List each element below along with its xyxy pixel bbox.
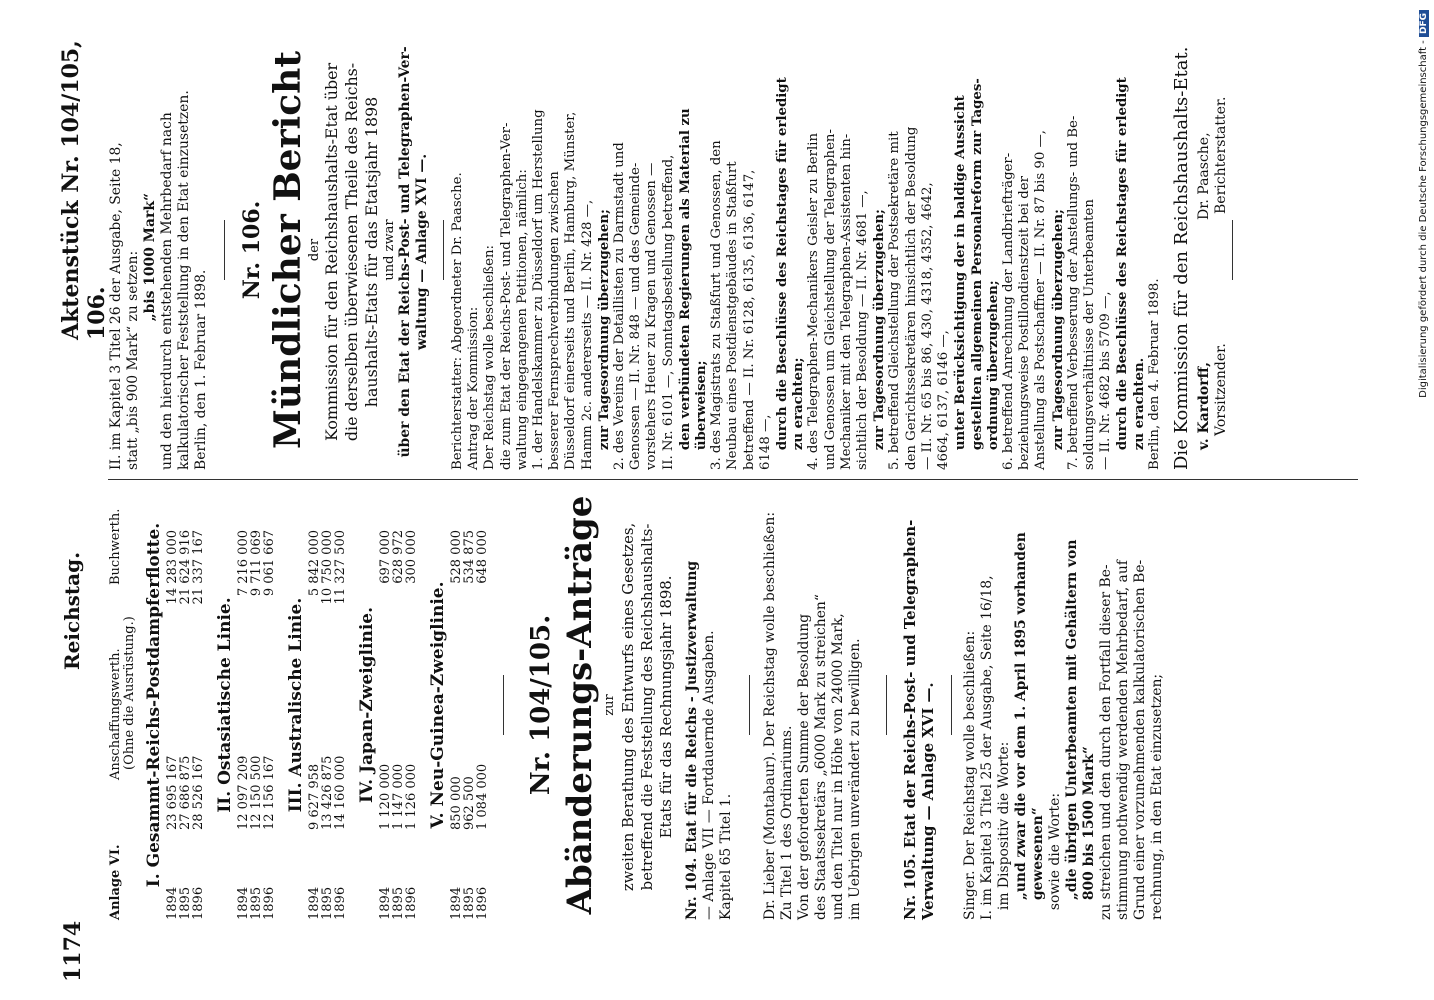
text-line: betreffend — II. Nr. 6128, 6135, 6136, 6147, xyxy=(741,169,757,470)
text-line: 6148 —, xyxy=(757,414,773,470)
header-reichstag: Reichstag. xyxy=(60,551,84,670)
year-cell: 1894 xyxy=(378,886,393,920)
anschaffung-cell: 962 500 xyxy=(462,776,477,830)
divider xyxy=(951,675,952,735)
text-line: Hamm 2c. andererseits — II. Nr. 428 —, xyxy=(579,199,595,470)
text-line: überweisen; xyxy=(693,360,710,451)
aenderungs-antraege-title: Abänderungs-Anträge xyxy=(560,495,600,915)
text-line: „bis 1000 Mark“ xyxy=(142,193,158,322)
etat-text xyxy=(397,30,431,470)
text-line: 6. betreffend Anrechnung der Landbriefträger- xyxy=(1000,152,1016,470)
text-line: kalkulatorischer Feststellung in den Etat einzusetzen. xyxy=(176,90,192,470)
year-cell: 1895 xyxy=(391,886,406,920)
text-line: betreffend die Feststellung des Reichshaushalts- xyxy=(638,523,656,891)
text-line: im Uebrigen unverändert zu bewilligen. xyxy=(847,638,863,920)
buchwerth-cell: 9 711 069 xyxy=(249,530,264,597)
divider xyxy=(886,675,887,735)
anschaffung-cell: 23 695 167 xyxy=(165,755,180,830)
page-number: 1174 xyxy=(60,920,86,982)
text-line: stimmung nothwendig werdenden Mehrbedarf, auf xyxy=(1115,560,1131,920)
section-title: V. Neu-Guinea-Zweiglinie. xyxy=(428,581,448,829)
year-cell: 1896 xyxy=(191,886,206,920)
buchwerth-cell: 648 000 xyxy=(475,530,490,584)
col2-top-text xyxy=(108,30,210,470)
text-line: 3. des Magistrats zu Staßfurt und Genossen, den xyxy=(709,140,725,470)
signature-berichterstatter: Berichterstatter. xyxy=(1212,96,1229,214)
nr106-title: Nr. 106. xyxy=(239,200,265,300)
text-line: Dr. Lieber (Montabaur). Der Reichstag wolle beschließen: xyxy=(762,511,778,920)
text-line: — II. Nr. 4682 bis 5709 —, xyxy=(1098,291,1114,470)
buchwerth-cell: 11 327 500 xyxy=(333,530,348,605)
text-line: zweiten Berathung des Entwurfs eines Gesetzes, xyxy=(619,522,637,892)
year-cell: 1894 xyxy=(449,886,464,920)
divider xyxy=(224,220,225,280)
table-row xyxy=(334,490,347,920)
buchwerth-cell: 5 842 000 xyxy=(307,530,322,597)
buchwerth-cell: 300 000 xyxy=(404,530,419,584)
signature-kardorff: v. Kardorff, xyxy=(1195,362,1212,450)
text-line: durch die Beschlüsse des Reichstages für erledigt xyxy=(1114,77,1131,451)
text-line: Mechaniker mit den Telegraphen-Assistenten hin- xyxy=(838,133,854,470)
buchwerth-cell: 21 624 916 xyxy=(178,530,193,605)
year-cell: 1895 xyxy=(320,886,335,920)
year-cell: 1895 xyxy=(249,886,264,920)
anschaffung-cell: 27 686 875 xyxy=(178,755,193,830)
anschaffung-cell: 850 000 xyxy=(449,776,464,830)
intro-text xyxy=(619,490,676,920)
text-line: die derselben überwiesenen Theile des Reichs- xyxy=(342,62,361,442)
column-left xyxy=(108,490,1166,920)
text-line: vorstehers Heuer zu Kragen und Genossen — xyxy=(644,162,660,470)
signature-vorsitzender: Vorsitzender. xyxy=(1212,343,1229,436)
text-line: Von der geforderten Summe der Besoldung xyxy=(796,613,812,920)
divider xyxy=(443,220,444,280)
und-zwar-label: und zwar xyxy=(382,219,397,281)
table-row xyxy=(405,490,418,920)
text-line: zur Tagesordnung überzugehen; xyxy=(871,209,888,451)
text-line: II. im Kapitel 3 Titel 26 der Ausgabe, Seite 18, xyxy=(108,142,124,470)
text-line: 4. des Telegraphen-Mechanikers Geisler zu Berlin xyxy=(806,132,822,470)
text-line: zu erachten. xyxy=(1130,357,1147,451)
column-right xyxy=(108,30,1233,470)
text-line: haushalts-Etats für das Etatsjahr 1898 xyxy=(362,96,381,408)
text-line: Der Reichstag wolle beschließen: xyxy=(482,244,498,470)
nr104-text xyxy=(684,490,735,920)
col-head-buchwerth: Buchwerth. xyxy=(108,508,123,585)
col-head-anschaffung: Anschaffungswerth. xyxy=(108,648,123,780)
nr105-text xyxy=(901,490,937,920)
anschaffung-cell: 12 156 167 xyxy=(262,755,277,830)
buchwerth-cell: 528 000 xyxy=(449,530,464,584)
text-line: Etats für das Rechnungsjahr 1898. xyxy=(657,575,675,839)
text-line: 1. der Handelskammer zu Düsseldorf um Herstellung xyxy=(531,109,547,470)
text-line: 5. betreffend Gleichstellung der Postsekretäre mit xyxy=(887,131,903,470)
side-note-text: Digitalisierung gefördert durch die Deutsche Forschungsgemeinschaft - xyxy=(1418,40,1429,398)
text-line: Grund einer vorzunehmenden kalkulatorischen Be- xyxy=(1132,559,1148,920)
text-line: — Anlage VII — Fortdauernde Ausgaben. xyxy=(701,630,717,920)
buchwerth-cell: 14 283 000 xyxy=(165,530,180,605)
text-line: gewesenen“ xyxy=(1030,807,1046,901)
text-line: soldungsverhältnisse der Unterbeamten xyxy=(1081,199,1097,470)
text-line: den verbündeten Regierungen als Material zu xyxy=(676,108,693,451)
divider xyxy=(503,675,504,735)
buchwerth-cell: 7 216 000 xyxy=(236,530,251,597)
text-line: und den hierdurch entstehenden Mehrbedarf nach xyxy=(159,112,175,470)
buchwerth-cell: 10 750 000 xyxy=(320,530,335,605)
text-line: Antrag der Kommission: xyxy=(466,306,482,470)
buchwerth-cell: 697 000 xyxy=(378,530,393,584)
anschaffung-cell: 1 084 000 xyxy=(475,763,490,830)
text-line: Düsseldorf einerseits und Berlin, Hamburg, Münster, xyxy=(563,111,579,470)
text-line: den Gerichtssekretären hinsichtlich der Besoldung xyxy=(903,126,919,470)
text-line: des Staatssekretärs „6000 Mark zu streichen“ xyxy=(813,594,829,920)
year-cell: 1896 xyxy=(475,886,490,920)
text-line: waltung eingegangenen Petitionen, nämlich: xyxy=(514,169,530,470)
nr104-105-title: Nr. 104/105. xyxy=(526,614,556,796)
text-line: Kapitel 65 Titel 1. xyxy=(718,793,734,920)
text-line: Verwaltung — Anlage XVI —. xyxy=(919,682,937,920)
text-line: Singer. Der Reichstag wolle beschließen: xyxy=(962,630,978,920)
buchwerth-cell: 534 875 xyxy=(462,530,477,584)
text-line: Nr. 104. Etat für die Reichs - Justizverwaltung xyxy=(684,560,700,920)
text-line: „die übrigen Unterbeamten mit Gehältern von xyxy=(1064,539,1080,901)
year-cell: 1894 xyxy=(236,886,251,920)
text-line: im Dispositiv die Worte: xyxy=(996,741,1012,911)
section-title: II. Ostasiatische Linie. xyxy=(215,597,235,813)
text-line: rechnung, in den Etat einzusetzen; xyxy=(1149,673,1165,920)
text-line: zu erachten; xyxy=(790,357,807,451)
anschaffung-cell: 1 120 000 xyxy=(378,763,393,830)
text-line: besserer Fernsprechverbindungen zwischen xyxy=(547,171,563,470)
text-line: Zu Titel 1 des Ordinariums. xyxy=(779,725,795,920)
column-divider xyxy=(108,479,1358,480)
section-title: IV. Japan-Zweiglinie. xyxy=(357,606,377,804)
text-line: Anstellung als Postschaffner — II. Nr. 87 bis 90 —, xyxy=(1033,129,1049,470)
text-line: unter Berücksichtigung der in baldige Aussicht xyxy=(952,95,969,451)
signature-paasche: Dr. Paasche, xyxy=(1195,132,1212,220)
text-line: beziehungsweise Postillondienstzeit bei der xyxy=(1017,176,1033,470)
year-cell: 1895 xyxy=(462,886,477,920)
anschaffung-cell: 12 097 209 xyxy=(236,755,251,830)
text-line: Genossen — II. Nr. 848 — und des Gemeinde- xyxy=(628,162,644,470)
muendlicher-bericht-title: Mündlicher Bericht xyxy=(267,51,309,449)
anschaffung-cell: 12 150 500 xyxy=(249,755,264,830)
text-line: durch die Beschlüsse des Reichstages für erledigt xyxy=(774,77,791,451)
text-line: ordnung überzugehen; xyxy=(984,280,1001,451)
text-line: II. Nr. 6101 —, Sonntagsbestellung betreffend, xyxy=(660,154,676,470)
anlage-label: Anlage VI. xyxy=(108,844,123,920)
text-line: zur Tagesordnung überzugehen; xyxy=(1049,209,1066,451)
kommission-text xyxy=(322,30,382,470)
year-cell: 1894 xyxy=(307,886,322,920)
buchwerth-cell: 21 337 167 xyxy=(191,530,206,605)
text-line: die zum Etat der Reichs-Post- und Telegraphen-Ver- xyxy=(498,122,514,470)
text-line: sichtlich der Besoldung — II. Nr. 4681 —, xyxy=(855,190,871,470)
text-line: Kommission für den Reichshaushalts-Etat über xyxy=(322,62,341,442)
dfg-logo: DFG xyxy=(1419,10,1429,37)
text-line: — II. Nr. 65 bis 86, 430, 4318, 4352, 4642, xyxy=(919,182,935,470)
singer-antrag xyxy=(962,490,1166,920)
side-note xyxy=(1413,0,1434,1000)
text-line: 4664, 6137, 6146 —, xyxy=(936,330,952,470)
zur-label: zur xyxy=(602,694,617,716)
year-cell: 1896 xyxy=(404,886,419,920)
der-label: der xyxy=(307,238,322,262)
anschaffung-cell: 1 126 000 xyxy=(404,763,419,830)
text-line: 800 bis 1500 Mark“ xyxy=(1081,746,1097,901)
year-cell: 1896 xyxy=(333,886,348,920)
text-line: Berlin, den 4. Februar 1898. xyxy=(1146,278,1162,470)
anschaffung-cell: 13 426 875 xyxy=(320,755,335,830)
section-title: I. Gesammt-Reichs-Postdampferflotte. xyxy=(144,522,164,888)
text-line: und Genossen um Gleichstellung der Telegraphen- xyxy=(822,129,838,470)
text-line: 7. betreffend Verbesserung der Anstellungs- und Be- xyxy=(1065,115,1081,470)
table-row xyxy=(192,490,205,920)
anschaffung-cell: 28 526 167 xyxy=(191,755,206,830)
text-line: Nr. 105. Etat der Reichs-Post- und Telegraphen- xyxy=(901,519,919,920)
kommission-footer: Die Kommission für den Reichshaushalts-Etat. xyxy=(1170,46,1192,470)
divider xyxy=(749,675,750,735)
text-line: „und zwar die vor dem 1. April 1895 vorhanden xyxy=(1013,532,1029,901)
table-row xyxy=(263,490,276,920)
text-line: waltung — Anlage XVI —. xyxy=(414,153,430,351)
text-line: Berichterstatter: Abgeordneter Dr. Paasche. xyxy=(450,172,465,470)
anschaffung-cell: 9 627 958 xyxy=(307,763,322,830)
text-line: Neubau eines Postdienstgebäudes in Staßfurt xyxy=(725,161,741,470)
text-line: zur Tagesordnung überzugehen; xyxy=(595,209,612,451)
text-line: über den Etat der Reichs-Post- und Telegraphen-Ver- xyxy=(397,46,413,458)
financial-sections xyxy=(144,490,489,920)
text-line: statt „bis 900 Mark“ zu setzen: xyxy=(125,250,141,470)
year-cell: 1895 xyxy=(178,886,193,920)
lieber-antrag xyxy=(762,490,864,920)
table-row xyxy=(476,490,489,920)
text-line: zu streichen und den durch den Fortfall dieser Be- xyxy=(1098,564,1114,920)
text-line: I. im Kapitel 3 Titel 25 der Ausgabe, Seite 16/18, xyxy=(979,575,995,920)
text-line: gestellten allgemeinen Personalreform zur Tages- xyxy=(968,78,985,451)
text-line: und den Titel nur in Höhe von 24000 Mark, xyxy=(830,613,846,920)
text-line: sowie die Worte: xyxy=(1047,792,1063,911)
section-title: III. Australische Linie. xyxy=(286,597,306,813)
year-cell: 1894 xyxy=(165,886,180,920)
bericht-body xyxy=(450,30,1163,470)
buchwerth-cell: 9 061 667 xyxy=(262,530,277,597)
buchwerth-cell: 628 972 xyxy=(391,530,406,584)
col-head-note: (Ohne die Ausrüstung.) xyxy=(122,616,137,770)
year-cell: 1896 xyxy=(262,886,277,920)
divider xyxy=(1232,220,1233,280)
header-aktenstueck: Aktenstück Nr. 104/105, 106. xyxy=(58,40,110,340)
text-line: 2. des Vereins der Detaillisten zu Darmstadt und xyxy=(612,142,628,470)
anschaffung-cell: 1 147 000 xyxy=(391,763,406,830)
anschaffung-cell: 14 160 000 xyxy=(333,755,348,830)
text-line: Berlin, den 1. Februar 1898. xyxy=(193,269,209,470)
